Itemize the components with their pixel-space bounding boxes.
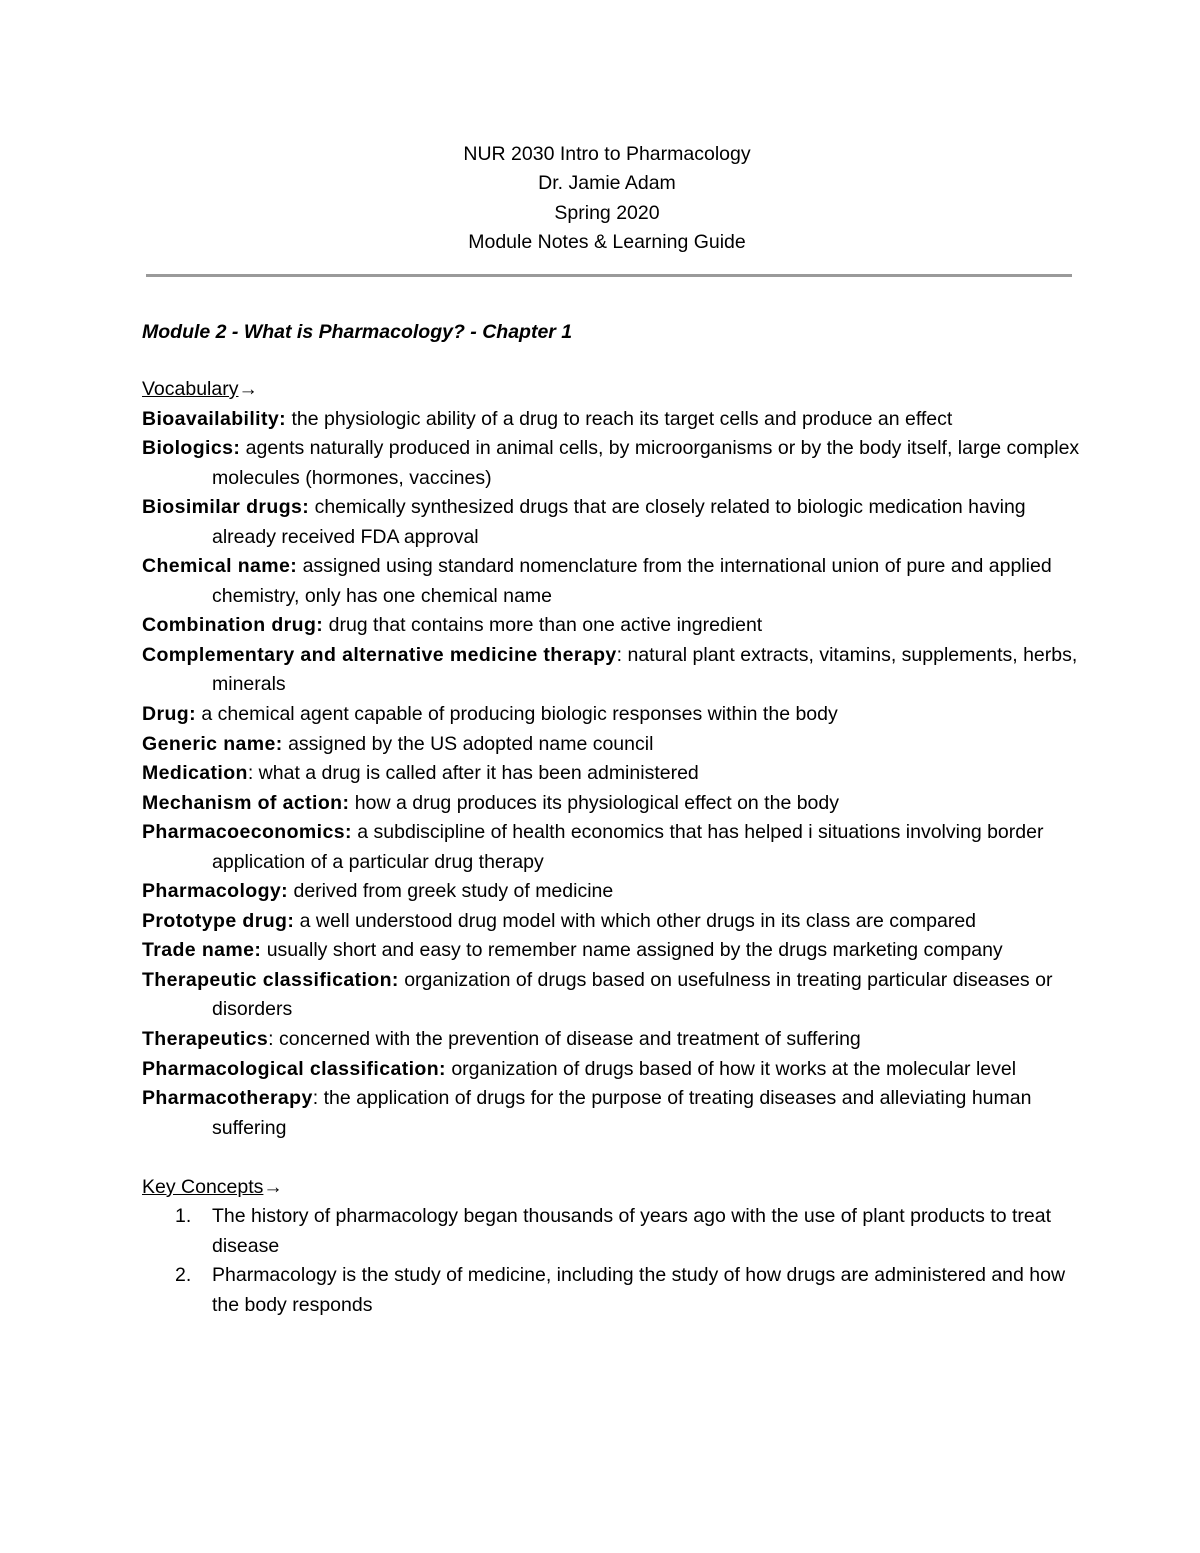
vocabulary-definition: a well understood drug model with which other drugs in its class are compared [294,909,977,932]
vocabulary-definition: a chemical agent capable of producing biologic responses within the body [196,703,838,726]
vocabulary-term: Biosimilar drugs: [142,496,310,519]
vocabulary-term: Pharmacotherapy [142,1087,313,1110]
vocabulary-entry [142,434,1082,493]
vocabulary-entry [142,907,1082,937]
vocabulary-term: Biologics: [142,437,241,460]
vocabulary-definition: assigned using standard nomenclature from the international union of pure and applied chemistry, only has one chemical name [212,555,1052,607]
vocabulary-entry [142,936,1082,966]
vocabulary-term: Prototype drug: [142,909,295,932]
vocabulary-entry [142,818,1082,877]
vocabulary-term: Therapeutics [142,1028,269,1051]
vocabulary-term: Trade name: [142,939,262,962]
document-subtitle: Module Notes & Learning Guide [468,230,746,253]
vocabulary-entry [142,730,1082,760]
vocabulary-entry [142,700,1082,730]
vocabulary-definition: the physiologic ability of a drug to reach its target cells and produce an effect [286,407,953,430]
vocabulary-definition: how a drug produces its physiological effect on the body [349,791,839,814]
vocabulary-definition: drug that contains more than one active ingredient [323,614,763,637]
section-spacer [142,1143,1082,1173]
vocabulary-term: Pharmacology: [142,880,289,903]
vocabulary-entry [142,789,1082,819]
vocabulary-entry [142,405,1082,435]
vocabulary-list [142,405,1082,1144]
vocabulary-term: Complementary and alternative medicine therapy [142,643,617,666]
key-concept-item [142,1261,1082,1320]
vocabulary-entry [142,1055,1082,1085]
key-concepts-label: Key Concepts [142,1175,264,1198]
vocabulary-definition: : natural plant extracts, vitamins, supplements, herbs, minerals [212,643,1078,696]
vocabulary-definition: a subdiscipline of health economics that has helped i situations involving border application of a particular drug therapy [212,821,1044,873]
module-title: Module 2 - What is Pharmacology? - Chapter 1 [142,321,573,343]
key-concept-item [142,1202,1082,1261]
right-arrow-icon: → [263,1175,283,1198]
vocabulary-entry [142,759,1082,789]
vocabulary-definition: : the application of drugs for the purpose of treating diseases and alleviating human suffering [212,1087,1032,1139]
vocabulary-entry [142,641,1082,700]
vocabulary-definition: chemically synthesized drugs that are closely related to biologic medication having already received FDA approval [212,496,1026,548]
document-body [142,375,1082,1321]
key-concepts-heading [142,1173,1082,1203]
vocabulary-label: Vocabulary [142,378,239,400]
vocabulary-definition: : what a drug is called after it has been administered [247,762,699,785]
vocabulary-term: Pharmacoeconomics: [142,821,352,844]
vocabulary-entry [142,966,1082,1025]
vocabulary-definition: organization of drugs based of how it works at the molecular level [445,1057,1017,1080]
vocabulary-term: Chemical name: [142,555,298,578]
document-header [0,140,1200,257]
vocabulary-term: Generic name: [142,732,283,755]
vocabulary-term: Bioavailability: [142,407,287,430]
vocabulary-entry [142,1025,1082,1055]
course-title: NUR 2030 Intro to Pharmacology [463,143,751,165]
key-concept-text: The history of pharmacology began thousands of years ago with the use of plant products to treat disease [212,1205,1052,1257]
vocabulary-term: Therapeutic classification: [142,968,399,991]
vocabulary-definition: assigned by the US adopted name council [282,732,654,755]
vocabulary-definition: : concerned with the prevention of disease and treatment of suffering [268,1028,861,1051]
vocabulary-entry [142,877,1082,907]
vocabulary-entry [142,611,1082,641]
key-concept-text: Pharmacology is the study of medicine, including the study of how drugs are administered and how the body responds [212,1264,1066,1316]
term-label: Spring 2020 [554,201,660,224]
horizontal-divider [146,274,1072,277]
vocabulary-term: Drug: [142,703,196,726]
instructor-name: Dr. Jamie Adam [538,172,676,195]
right-arrow-icon: → [238,378,258,400]
vocabulary-definition: derived from greek study of medicine [288,880,614,903]
key-concept-number: 2. [175,1264,192,1287]
vocabulary-definition: organization of drugs based on usefulness in treating particular diseases or disorders [212,968,1053,1021]
key-concepts-list [142,1202,1082,1320]
vocabulary-term: Mechanism of action: [142,791,350,814]
vocabulary-heading [142,375,1082,405]
vocabulary-entry [142,552,1082,611]
vocabulary-term: Pharmacological classification: [142,1057,446,1080]
vocabulary-term: Medication [142,762,248,785]
key-concept-number: 1. [175,1205,192,1228]
vocabulary-definition: usually short and easy to remember name assigned by the drugs marketing company [261,939,1003,962]
vocabulary-term: Combination drug: [142,614,324,637]
vocabulary-entry [142,493,1082,552]
vocabulary-entry [142,1084,1082,1143]
vocabulary-definition: agents naturally produced in animal cells, by microorganisms or by the body itself, large complex molecules (hormones, vaccines) [212,437,1080,489]
